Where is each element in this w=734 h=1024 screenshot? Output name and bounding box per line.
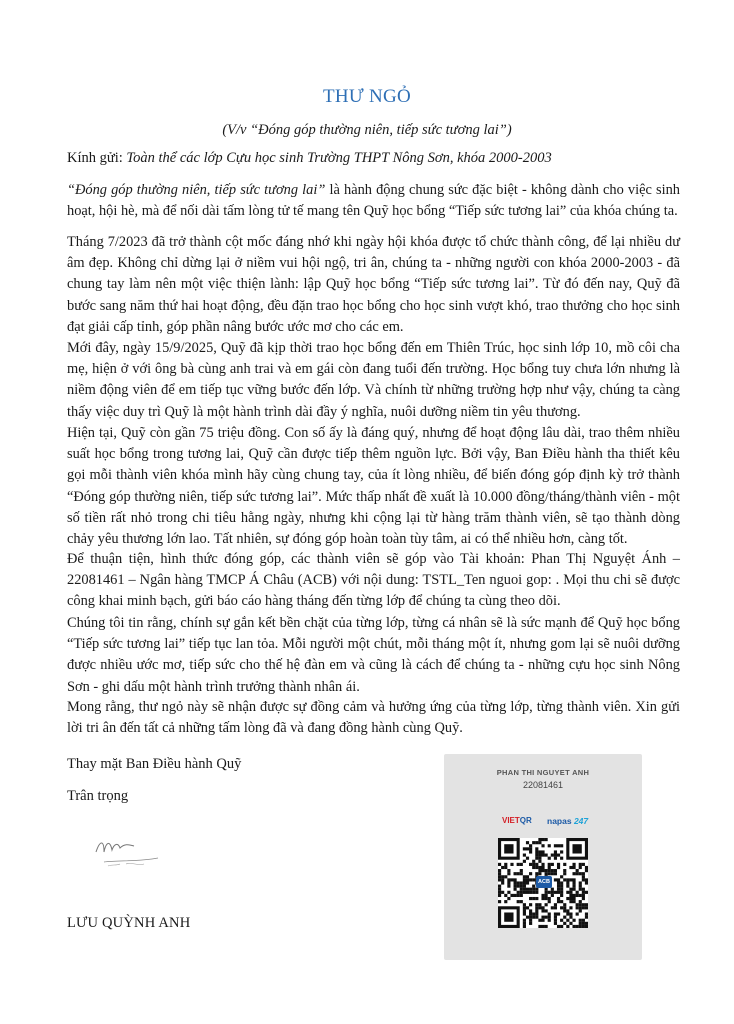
qr-account-number: 22081461 (522, 780, 564, 790)
letter-title: THƯ NGỎ (322, 86, 412, 107)
letter-subtitle: (V/v “Đóng góp thường niên, tiếp sức tương lai”) (222, 122, 512, 138)
vietqr-logo-qr: QR (519, 816, 532, 825)
vietqr-logo (502, 816, 532, 825)
qr-account-name: PHAN THI NGUYET ANH (496, 768, 590, 777)
paragraph-intro (67, 180, 680, 222)
paragraph-belief: Chúng tôi tin rằng, chính sự gắn kết bền chặt của từng lớp, từng cá nhân sẽ là sức mạnh để Quỹ học bổng “Tiếp sức tương lai” tiếp tục lan tỏa. Mỗi người một chút, mỗi tháng một ít, nhưng gom lại sẽ nuôi dưỡng được nhiều ước mơ, tiếp sức cho thế hệ đàn em và cũng là cách để chúng ta - những cựu học sinh Nông Sơn - ghi dấu một hành trình trưởng thành nhân ái. (67, 615, 680, 695)
recipient-line (67, 150, 687, 167)
recipient-lead: Kính gửi: (67, 150, 127, 166)
paragraph-intro-text: là hành động chung sức đặc biệt - không dành cho việc sinh hoạt, hội hè, mà để nối dài tấm lòng tử tế mang tên Quỹ học bổng “Tiếp sức tương lai” của khóa chúng ta. (67, 182, 680, 220)
qr-payment-card (444, 754, 642, 960)
campaign-name: “Đóng góp thường niên, tiếp sức tương lai” (67, 182, 326, 198)
acb-badge: ACB (536, 876, 552, 888)
paragraph-current-fund: Hiện tại, Quỹ còn gần 75 triệu đồng. Con số ấy là đáng quý, nhưng để hoạt động lâu dài, trao thêm nhiều suất học bổng trong tương lai, Quỹ cần được tiếp thêm nguồn lực. Bởi vậy, Ban Điều hành tha thiết kêu gọi mỗi thành viên khóa mình hãy cùng chung tay, của ít lòng nhiều, để biến đóng góp định kỳ trở thành “Đóng góp thường niên, tiếp sức tương lai”. Mức thấp nhất đề xuất là 10.000 đồng/tháng/thành viên - một số tiền rất nhỏ trong chi tiêu hằng ngày, nhưng khi cộng lại từ hàng trăm thành viên, sẽ tạo thành dòng chảy yêu thương lớn lao. Tất nhiên, sự đóng góp hoàn toàn tùy tâm, ai có thể nhiều hơn, càng tốt. (67, 425, 680, 548)
signature-image (88, 822, 168, 874)
recipient-name: Toàn thể các lớp Cựu học sinh Trường THPT Nông Sơn, khóa 2000-2003 (126, 150, 552, 166)
qr-code (498, 838, 588, 928)
regards-line: Trân trọng (67, 788, 129, 804)
napas-logo-247: 247 (573, 816, 589, 826)
paragraph-closing: Mong rằng, thư ngỏ này sẽ nhận được sự đồng cảm và hưởng ứng của từng lớp, từng thành viên. Xin gửi lời tri ân đến tất cả những tấm lòng đã và đang đồng hành cùng Quỹ. (67, 699, 680, 737)
signer-name: LƯU QUỲNH ANH (67, 915, 191, 931)
paragraph-payment: Để thuận tiện, hình thức đóng góp, các thành viên sẽ góp vào Tài khoản: Phan Thị Nguyệt Ánh – 22081461 – Ngân hàng TMCP Á Châu (ACB) với nội dung: TSTL_Ten nguoi gop: . Mọi thu chi sẽ được công khai minh bạch, gửi báo cáo hàng tháng đến từng lớp để chúng ta cùng theo dõi. (67, 551, 680, 610)
on-behalf-line: Thay mặt Ban Điều hành Quỹ (67, 756, 242, 772)
napas-logo (547, 816, 588, 826)
vietqr-logo-viet: VIET (502, 816, 520, 825)
paragraph-recent: Mới đây, ngày 15/9/2025, Quỹ đã kịp thời trao học bổng đến em Thiên Trúc, học sinh lớp 10, mồ côi cha mẹ, hiện ở với ông bà cùng anh trai và em gái còn đang tuổi đến trường. Học bổng tuy chưa lớn nhưng là niềm động viên để em tiếp tục vững bước đến lớp. Và chính từ những trường hợp như vậy, chúng ta càng thấy việc duy trì Quỹ là một hành trình dài đầy ý nghĩa, nuôi dưỡng niềm tin yêu thương. (67, 340, 680, 420)
paragraph-history: Tháng 7/2023 đã trở thành cột mốc đáng nhớ khi ngày hội khóa được tổ chức thành công, để lại nhiều dư âm đẹp. Không chỉ dừng lại ở niềm vui hội ngộ, tri ân, chúng ta - những người con khóa 2000-2003 - đã chung tay làm nên một việc thiện lành: lập Quỹ học bổng “Tiếp sức tương lai”. Từ đó đến nay, Quỹ đã bước sang năm thứ hai hoạt động, đều đặn trao học bổng cho học sinh vượt khó, trao thưởng cho học sinh đạt giải cấp tỉnh, góp phần nâng bước ước mơ cho các em. (67, 234, 680, 335)
napas-logo-text: napas (547, 816, 572, 826)
